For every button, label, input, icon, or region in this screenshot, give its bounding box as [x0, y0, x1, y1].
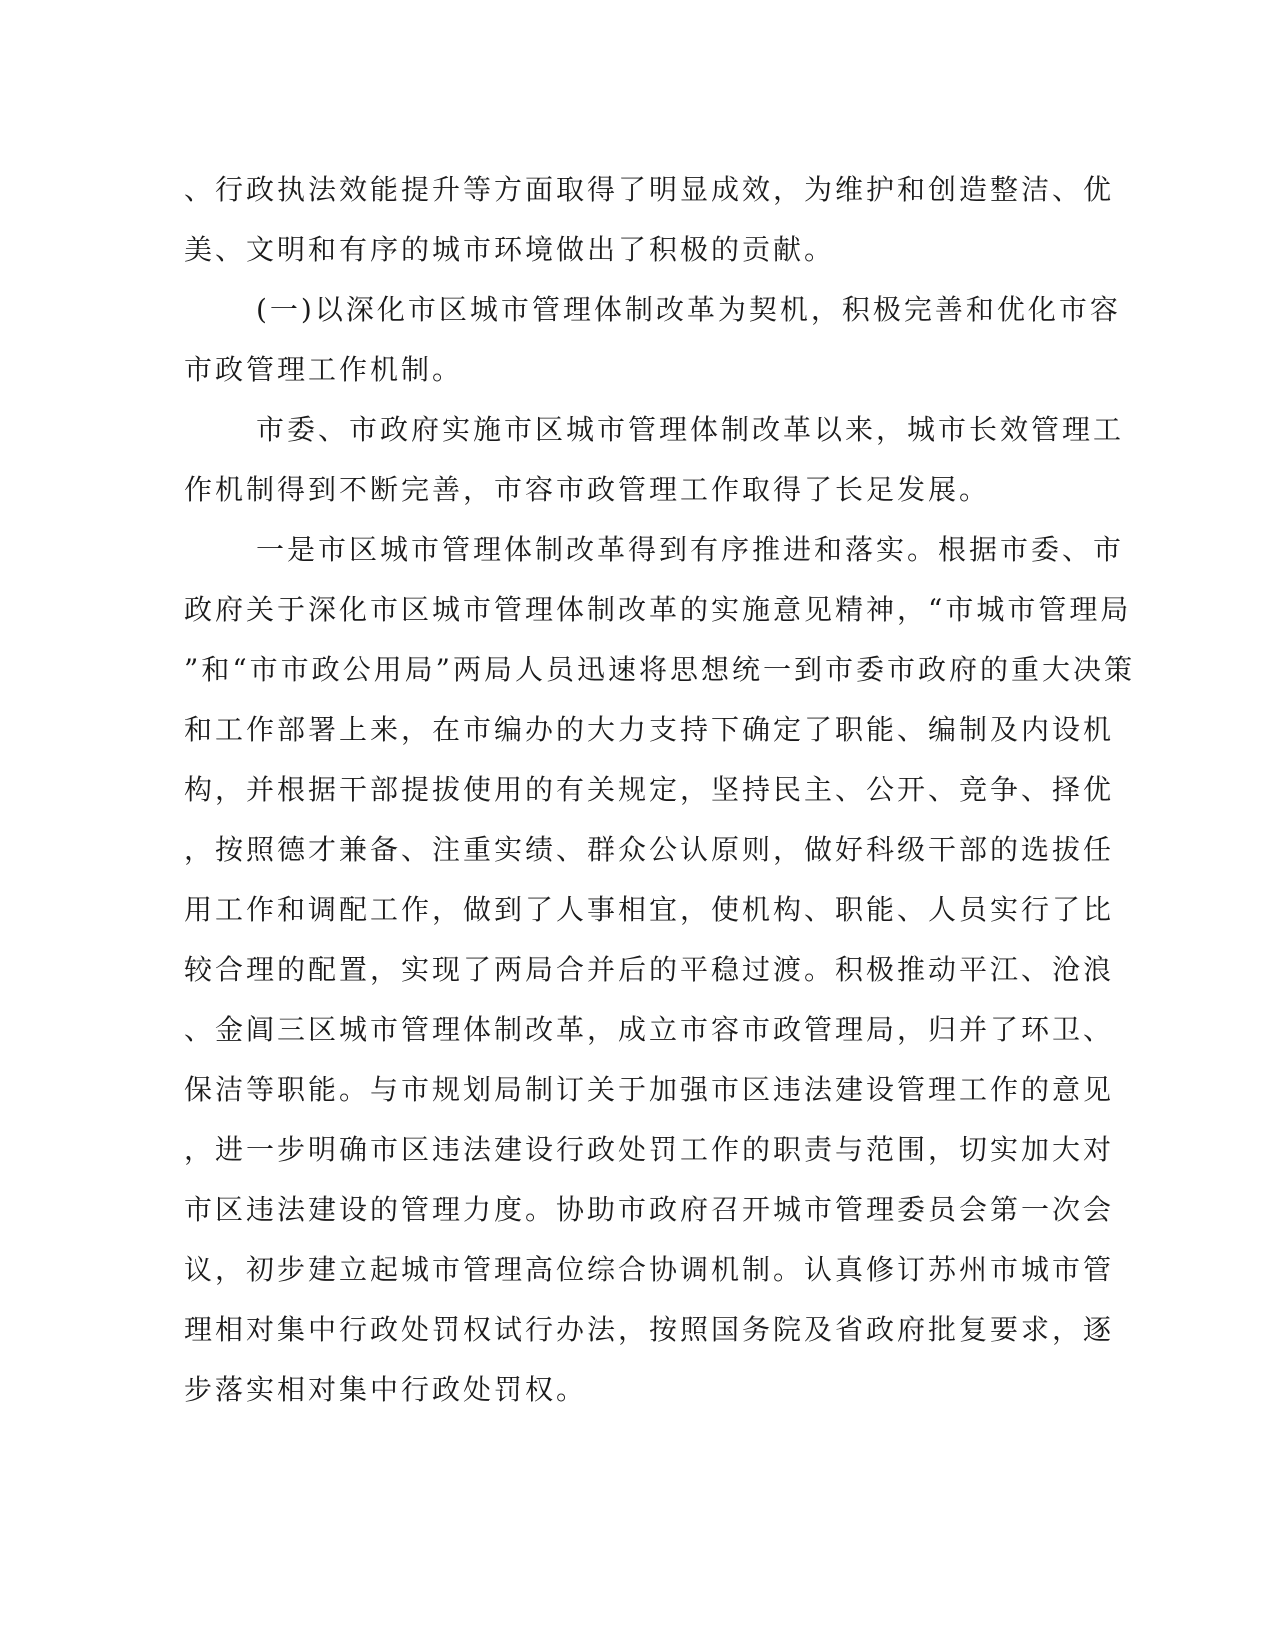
text-line: ，进一步明确市区违法建设行政处罚工作的职责与范围，切实加大对	[184, 1133, 1115, 1166]
document-body	[184, 160, 1135, 1420]
text-line: 议，初步建立起城市管理高位综合协调机制。认真修订苏州市城市管	[184, 1253, 1115, 1286]
text-line: 和工作部署上来，在市编办的大力支持下确定了职能、编制及内设机	[184, 713, 1115, 746]
text-line: 、行政执法效能提升等方面取得了明显成效，为维护和创造整洁、优	[184, 173, 1115, 206]
text-line: 政府关于深化市区城市管理体制改革的实施意见精神，“市城市管理局	[184, 593, 1132, 626]
text-line: 保洁等职能。与市规划局制订关于加强市区违法建设管理工作的意见	[184, 1073, 1115, 1106]
text-line: ，按照德才兼备、注重实绩、群众公认原则，做好科级干部的选拔任	[184, 833, 1115, 866]
paragraph-intro-continued	[184, 160, 1115, 280]
text-line: 理相对集中行政处罚权试行办法，按照国务院及省政府批复要求，逐	[184, 1313, 1115, 1346]
text-line: 市区违法建设的管理力度。协助市政府召开城市管理委员会第一次会	[184, 1193, 1115, 1226]
text-line: 用工作和调配工作，做到了人事相宜，使机构、职能、人员实行了比	[184, 893, 1115, 926]
text-line: ”和“市市政公用局”两局人员迅速将思想统一到市委市政府的重大决策	[184, 653, 1135, 686]
section-heading	[184, 280, 1121, 400]
paragraph-overview	[184, 400, 1125, 520]
text-line: 构，并根据干部提拔使用的有关规定，坚持民主、公开、竞争、择优	[184, 773, 1115, 806]
text-line: 一是市区城市管理体制改革得到有序推进和落实。根据市委、市	[256, 533, 1125, 566]
text-line: 作机制得到不断完善，市容市政管理工作取得了长足发展。	[184, 473, 991, 506]
text-line: 市政管理工作机制。	[184, 353, 464, 386]
paragraph-point-one	[184, 520, 1135, 1420]
text-line: 市委、市政府实施市区城市管理体制改革以来，城市长效管理工	[256, 413, 1125, 446]
text-line: 美、文明和有序的城市环境做出了积极的贡献。	[184, 233, 836, 266]
text-line: 较合理的配置，实现了两局合并后的平稳过渡。积极推动平江、沧浪	[184, 953, 1115, 986]
text-line: 、金阊三区城市管理体制改革，成立市容市政管理局，归并了环卫、	[184, 1013, 1115, 1046]
text-line: 步落实相对集中行政处罚权。	[184, 1373, 588, 1406]
text-line: (一)以深化市区城市管理体制改革为契机，积极完善和优化市容	[256, 293, 1121, 326]
